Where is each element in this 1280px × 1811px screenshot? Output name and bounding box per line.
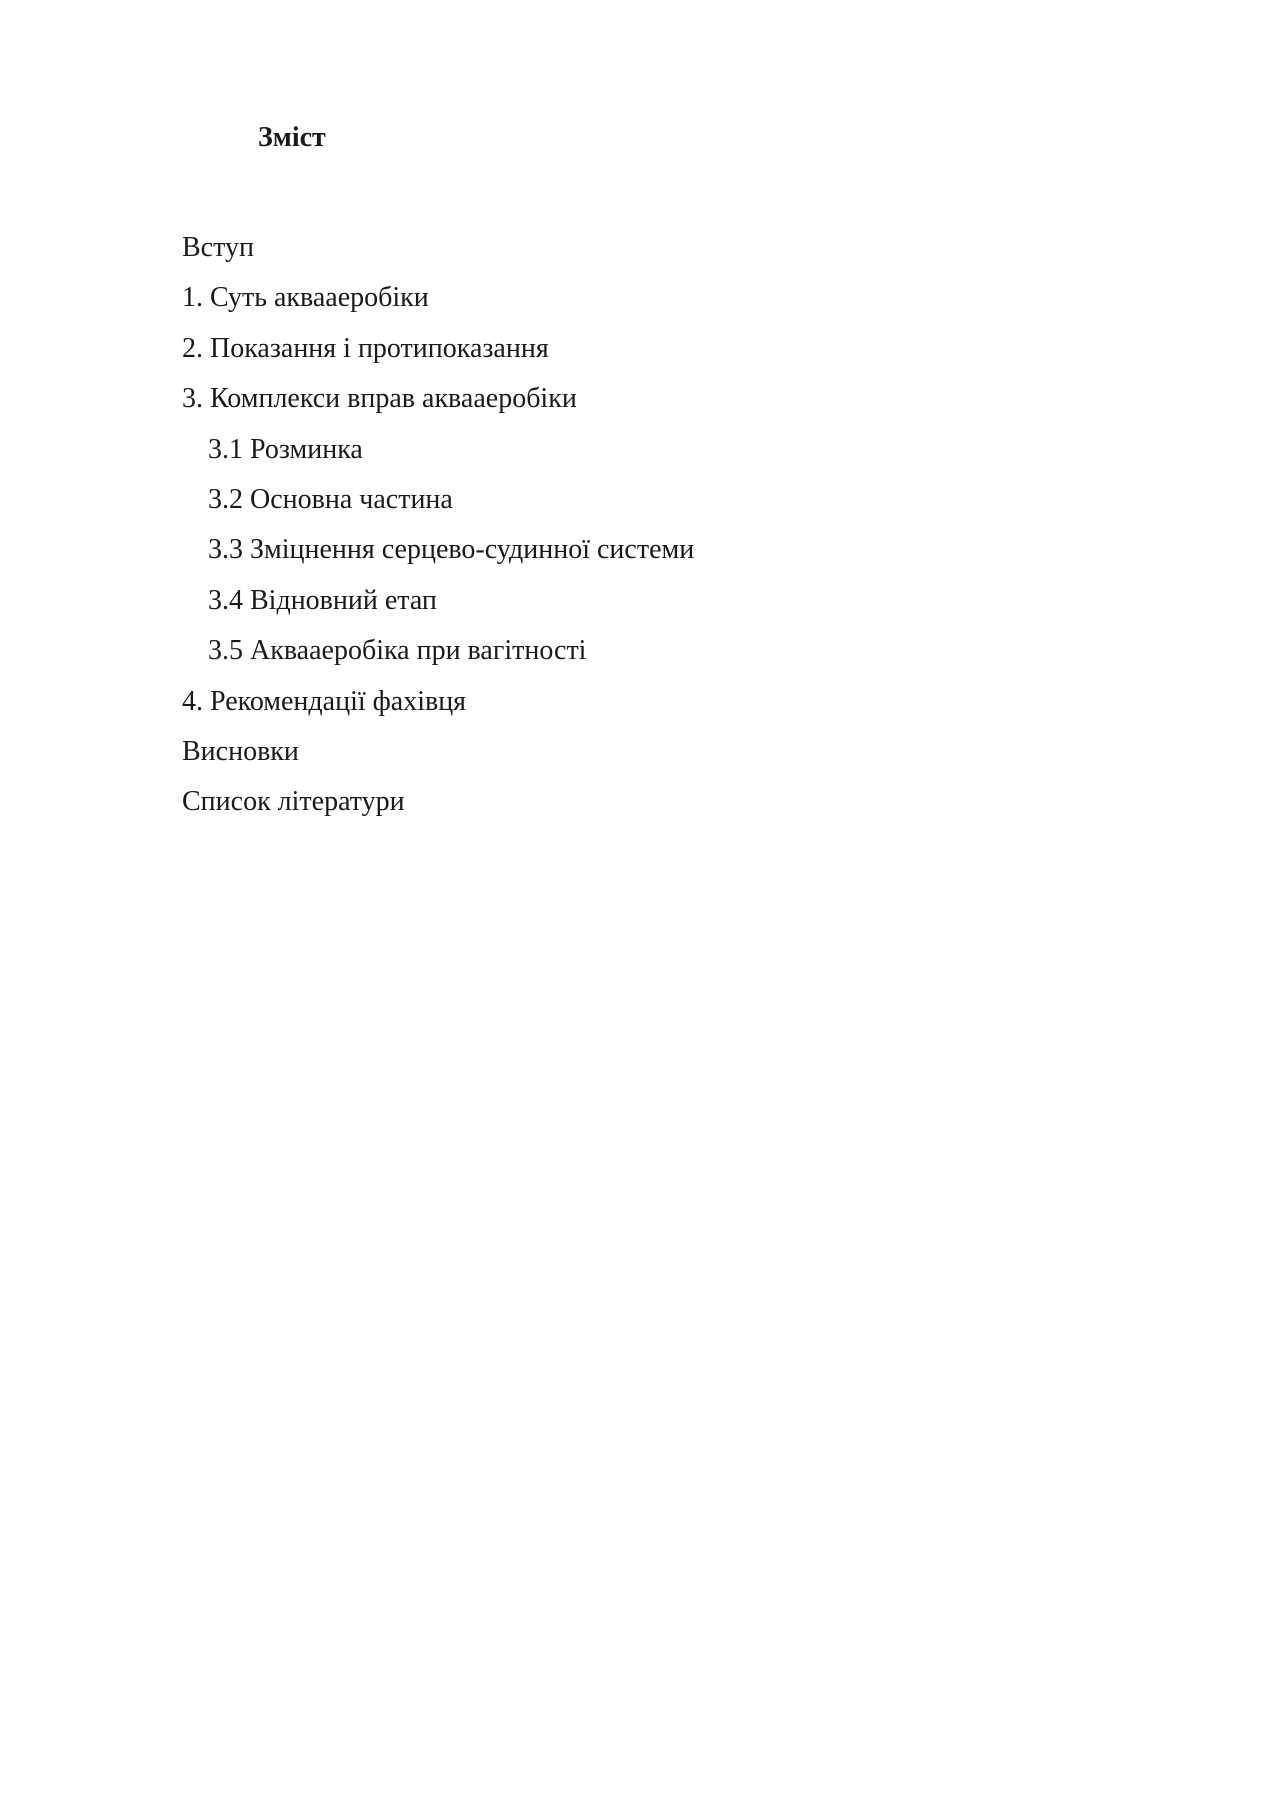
toc-item-warmup: 3.1 Розминка bbox=[208, 433, 363, 465]
toc-item-exercise-complexes: 3. Комплекси вправ аквааеробіки bbox=[182, 383, 577, 415]
toc-item-conclusions: Висновки bbox=[182, 735, 299, 767]
toc-item-recommendations: 4. Рекомендації фахівця bbox=[182, 685, 467, 717]
toc-item-cardio: 3.3 Зміцнення серцево-судинної системи bbox=[208, 534, 695, 566]
toc-item-pregnancy: 3.5 Аквааеробіка при вагітності bbox=[208, 635, 587, 667]
table-of-contents bbox=[182, 223, 694, 828]
toc-item-references: Список літератури bbox=[182, 786, 405, 818]
toc-item-intro: Вступ bbox=[182, 232, 254, 263]
toc-item-recovery: 3.4 Відновний етап bbox=[208, 584, 437, 616]
toc-title: Зміст bbox=[258, 122, 326, 153]
toc-item-main-part: 3.2 Основна частина bbox=[208, 483, 453, 515]
toc-item-essence: 1. Суть аквааеробіки bbox=[182, 282, 429, 314]
toc-item-indications: 2. Показання і протипоказання bbox=[182, 332, 549, 364]
